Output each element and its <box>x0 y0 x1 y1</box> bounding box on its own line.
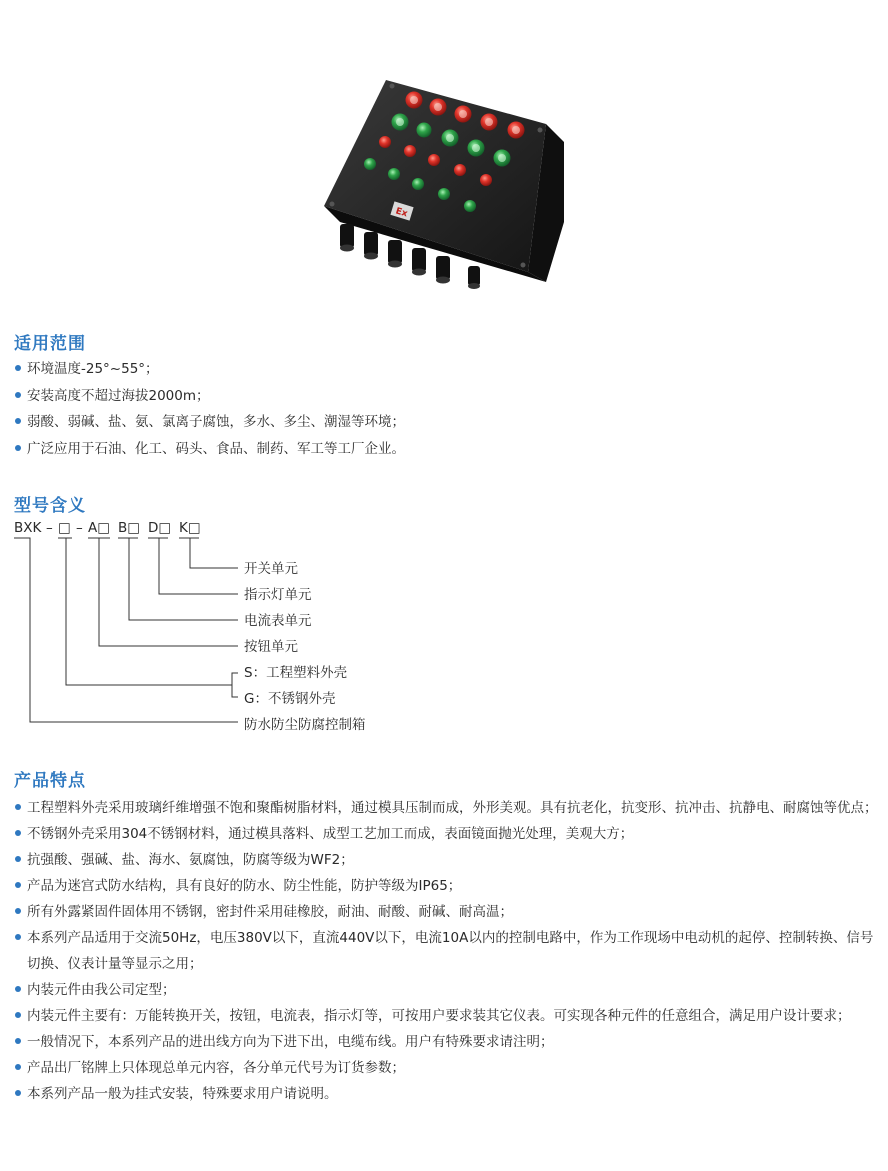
label-plastic-housing: S：工程塑料外壳 <box>244 665 348 681</box>
cable-gland <box>412 248 426 276</box>
list-item: 内装元件由我公司定型； <box>14 977 880 1003</box>
features-list <box>14 795 880 1107</box>
code-part: A□ <box>88 520 110 536</box>
label-ammeter-unit: 电流表单元 <box>244 613 312 629</box>
scope-list <box>14 356 405 462</box>
code-part: □ <box>58 520 71 536</box>
green-button <box>417 123 432 138</box>
red-button <box>508 122 525 139</box>
list-item: 产品为迷宫式防水结构，具有良好的防水、防尘性能，防护等级为IP65； <box>14 873 880 899</box>
cable-gland <box>340 224 354 252</box>
section-title-features: 产品特点 <box>14 771 86 791</box>
section-title-model: 型号含义 <box>14 496 86 516</box>
list-item: 产品出厂铭牌上只体现总单元内容，各分单元代号为订货参数； <box>14 1055 880 1081</box>
list-item: 所有外露紧固件固体用不锈钢，密封件采用硅橡胶，耐油、耐酸、耐碱、耐高温； <box>14 899 880 925</box>
green-button <box>468 140 485 157</box>
list-item: 不锈钢外壳采用304不锈钢材料，通过模具落料、成型工艺加工而成，表面镜面抛光处理，美观大方； <box>14 821 880 847</box>
list-item: 内装元件主要有：万能转换开关，按钮，电流表，指示灯等，可按用户要求装其它仪表。可实现各种元件的任意组合，满足用户设计要求； <box>14 1003 880 1029</box>
code-part: K□ <box>179 520 201 536</box>
list-item: 本系列产品适用于交流50Hz，电压380V以下，直流440V以下，电流10A以内的控制电路中，作为工作现场中电动机的起停、控制转换、信号切换、仪表计量等显示之用； <box>14 925 880 977</box>
ex-badge-text: Ex <box>394 206 409 220</box>
model-code-string <box>14 520 201 536</box>
red-button <box>406 92 423 109</box>
list-item: 工程塑料外壳采用玻璃纤维增强不饱和聚酯树脂材料，通过模具压制而成，外形美观。具有抗老化，抗变形、抗冲击、抗静电、耐腐蚀等优点； <box>14 795 880 821</box>
list-item: 安装高度不超过海拔2000m； <box>14 383 405 410</box>
code-part: – <box>76 520 83 536</box>
green-indicator <box>464 200 476 212</box>
red-indicator <box>379 136 391 148</box>
red-button <box>430 99 447 116</box>
green-indicator <box>438 188 450 200</box>
red-indicator <box>480 174 492 186</box>
list-item: 一般情况下，本系列产品的进出线方向为下进下出，电缆布线。用户有特殊要求请注明； <box>14 1029 880 1055</box>
section-title-scope: 适用范围 <box>14 334 86 354</box>
green-button <box>392 114 409 131</box>
red-button <box>455 106 472 123</box>
cable-gland <box>436 256 450 284</box>
green-button <box>494 150 511 167</box>
green-indicator <box>388 168 400 180</box>
cable-gland <box>388 240 402 268</box>
list-item: 环境温度-25°~55°； <box>14 356 405 383</box>
code-part: – <box>46 520 53 536</box>
code-part: D□ <box>148 520 172 536</box>
cable-gland <box>364 232 378 260</box>
label-steel-housing: G：不锈钢外壳 <box>244 691 336 707</box>
red-indicator <box>428 154 440 166</box>
list-item: 抗强酸、强碱、盐、海水、氨腐蚀，防腐等级为WF2； <box>14 847 880 873</box>
list-item: 广泛应用于石油、化工、码头、食品、制药、军工等工厂企业。 <box>14 436 405 463</box>
green-button <box>442 130 459 147</box>
code-part: BXK <box>14 520 42 536</box>
green-indicator <box>412 178 424 190</box>
red-button <box>481 114 498 131</box>
cable-gland <box>468 266 480 289</box>
list-item: 本系列产品一般为挂式安装，特殊要求用户请说明。 <box>14 1081 880 1107</box>
list-item: 弱酸、弱碱、盐、氨、氯离子腐蚀，多水、多尘、潮湿等环境； <box>14 409 405 436</box>
green-indicator <box>364 158 376 170</box>
red-indicator <box>454 164 466 176</box>
label-indicator-unit: 指示灯单元 <box>244 587 312 603</box>
red-indicator <box>404 145 416 157</box>
product-photo <box>318 72 570 304</box>
code-part: B□ <box>118 520 141 536</box>
label-button-unit: 按钮单元 <box>244 639 298 655</box>
label-switch-unit: 开关单元 <box>244 561 298 577</box>
label-control-box: 防水防尘防腐控制箱 <box>244 717 366 733</box>
model-code-diagram <box>0 510 420 740</box>
connector-lines <box>14 538 238 722</box>
